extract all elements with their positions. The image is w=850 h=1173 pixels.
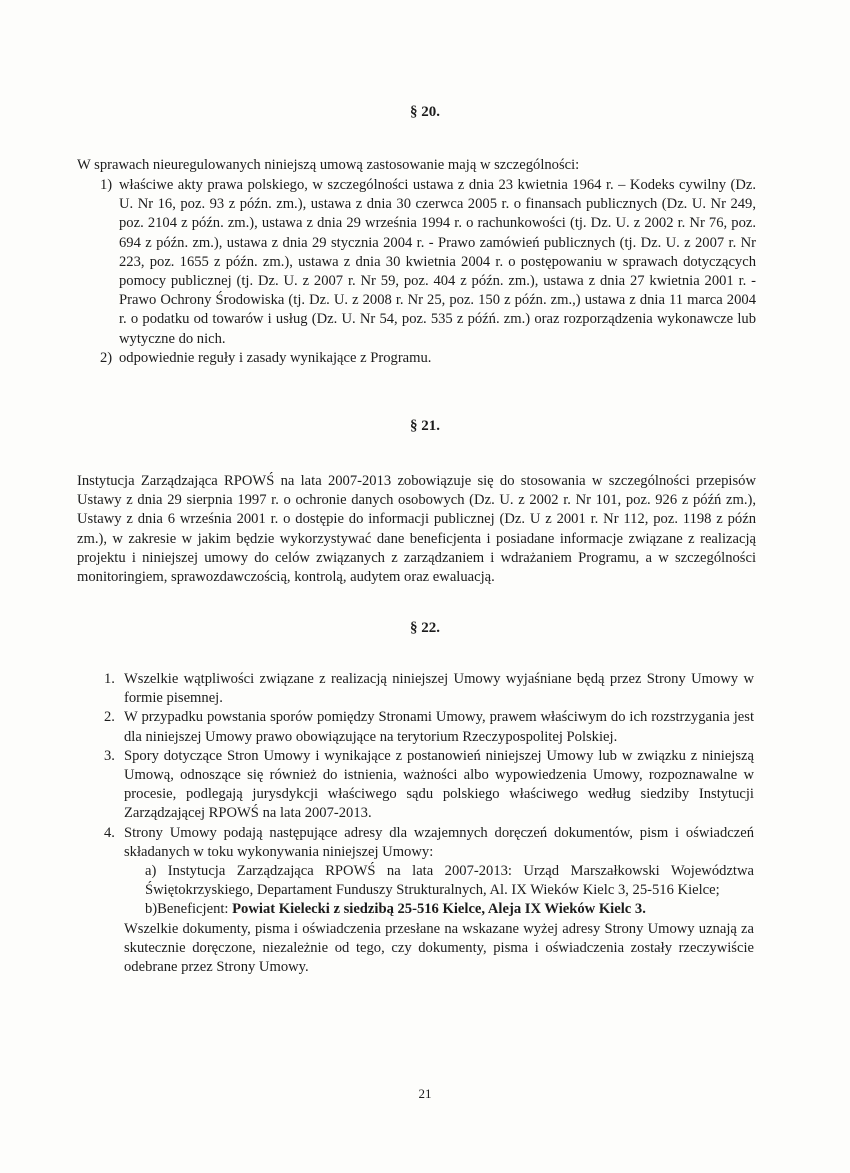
list-item-number: 4. bbox=[104, 824, 115, 841]
list-item-text: Spory dotyczące Stron Umowy i wynikające z postanowień niniejszej Umowy lub w związku z niniejszą Umową, odnoszące się również do istnienia, ważności albo wypowiedzenia Umowy, rozpoznawalne w procesie, podlegają jurysdykcji właściwego sądu polskiego właściwego według siedziby Instytucji Zarządzającej RPOWŚ na lata 2007-2013. bbox=[124, 747, 754, 822]
beneficiary-label: b)Beneficjent: bbox=[145, 901, 229, 918]
list-item-number: 1) bbox=[100, 177, 113, 193]
section-21-text: Instytucja Zarządzająca RPOWŚ na lata 2007-2013 zobowiązuje się do stosowania w szczególności przepisów Ustawy z dnia 29 sierpnia 1997 r. o ochronie danych osobowych (Dz. U. z 2002 r. Nr 101, poz. 926 z późń zm.), Ustawy z dnia 6 września 2001 r. o dostępie do informacji publicznej (Dz. U z 2001 r. Nr 112, poz. 1198 z późn zm.), w zakresie w jakim będzie wykorzystywać dane beneficjenta i posiadane informacje związane z realizacją projektu i niniejszej umowy do celów związanych z zarządzaniem i wdrażaniem Programu, a w szczególności monitoringiem, sprawozdawczością, kontrolą, audytem oraz ewaluacją. bbox=[77, 473, 756, 586]
list-item bbox=[104, 747, 754, 824]
section-20-list bbox=[100, 176, 756, 368]
list-item-text: odpowiednie reguły i zasady wynikające z Programu. bbox=[119, 349, 432, 366]
list-item bbox=[100, 176, 756, 349]
list-item bbox=[104, 670, 754, 708]
delivery-clause: Wszelkie dokumenty, pisma i oświadczenia przesłane na wskazane wyżej adresy Strony Umowy uznają za skutecznie doręczone, niezależnie od tego, czy dokumenty, pisma i oświadczenia zostały rzeczywiście odebrane przez Strony Umowy. bbox=[124, 920, 754, 976]
list-item-number: 1. bbox=[104, 671, 115, 687]
list-item-text: Wszelkie wątpliwości związane z realizacją niniejszej Umowy wyjaśniane będą przez Strony Umowy w formie pisemnej. bbox=[124, 671, 754, 707]
section-20-heading: § 20. bbox=[410, 104, 440, 120]
beneficiary-address: Powiat Kielecki z siedzibą 25-516 Kielce, Aleja IX Wieków Kielc 3. bbox=[232, 901, 646, 918]
section-22-heading: § 22. bbox=[410, 620, 440, 636]
section-21-heading: § 21. bbox=[410, 418, 440, 434]
list-item bbox=[104, 824, 754, 862]
section-22-list bbox=[104, 670, 754, 977]
list-item-number: 2) bbox=[100, 349, 113, 366]
address-institution: a) Instytucja Zarządzająca RPOWŚ na lata 2007-2013: Urząd Marszałkowski Województwa Świętokrzyskiego, Departament Funduszy Strukturalnych, Al. IX Wieków Kielc 3, 25-516 Kielce; bbox=[145, 863, 754, 899]
list-item-number: 2. bbox=[104, 709, 115, 726]
address-beneficiary bbox=[104, 900, 754, 919]
section-20-intro: W sprawach nieuregulowanych niniejszą umową zastosowanie mają w szczególności: bbox=[77, 157, 580, 173]
page-number: 21 bbox=[418, 1086, 432, 1101]
list-item bbox=[100, 349, 756, 368]
list-item-number: 3. bbox=[104, 747, 115, 764]
list-item-text: W przypadku powstania sporów pomiędzy Stronami Umowy, prawem właściwym do ich rozstrzygania jest dla niniejszej Umowy prawo obowiązujące na terytorium Rzeczypospolitej Polskiej. bbox=[124, 709, 754, 745]
list-item-text: właściwe akty prawa polskiego, w szczególności ustawa z dnia 23 kwietnia 1964 r. – Kodeks cywilny (Dz. U. Nr 16, poz. 93 z późn. zm.), ustawa z dnia 30 czerwca 2005 r. o finansach publicznych (Dz. U. Nr 249, poz. 2104 z późn. zm.), ustawa z dnia 29 września 1994 r. o rachunkowości (tj. Dz. U. z 2002 r. Nr 76, poz. 694 z późn. zm.), ustawa z dnia 29 stycznia 2004 r. - Prawo zamówień publicznych (tj. Dz. U. z 2007 r. Nr 223, poz. 1655 z późn. zm.), ustawa z dnia 30 kwietnia 2004 r. o postępowaniu w sprawach dotyczących pomocy publicznej (tj. Dz. U. z 2007 r. Nr 59, poz. 404 z późn. zm.), ustawa z dnia 27 kwietnia 2001 r. - Prawo Ochrony Środowiska (tj. Dz. U. z 2008 r. Nr 25, poz. 150 z późn. zm.,) ustawa z dnia 11 marca 2004 r. o podatku od towarów i usług (Dz. U. Nr 54, poz. 535 z późń. zm.) oraz rozporządzenia wykonawcze lub wytyczne do nich. bbox=[119, 177, 756, 347]
list-item-text: Strony Umowy podają następujące adresy dla wzajemnych doręczeń dokumentów, pism i oświadczeń składanych w toku wykonywania niniejszej Umowy: bbox=[124, 824, 754, 860]
list-item bbox=[104, 708, 754, 746]
